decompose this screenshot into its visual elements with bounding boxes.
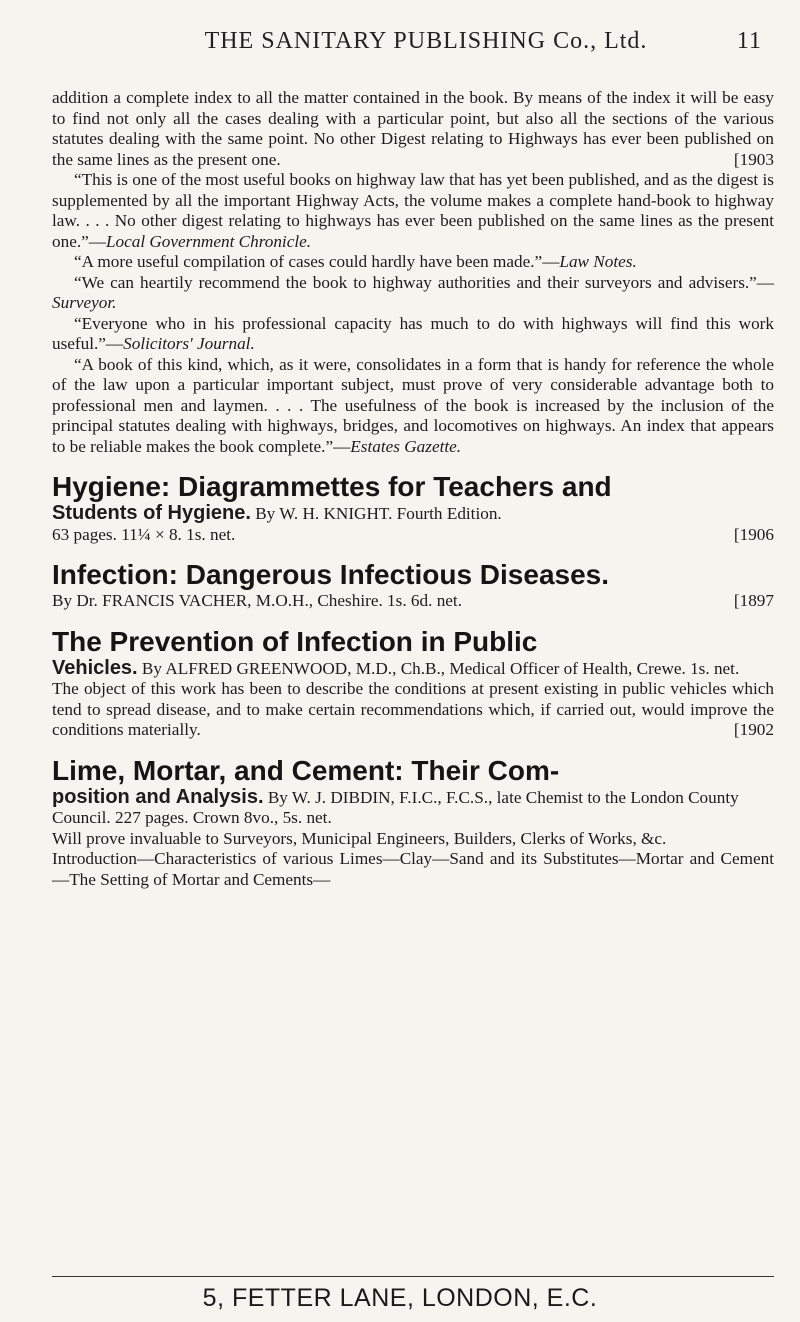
page-number: 11: [736, 28, 762, 54]
review-quote: “A book of this kind, which, as it were, consolidates in a form that is handy for reference the whole of the law upon a particular important subject, must prove of very considerable advantage both to professional men and laymen. . . . The usefulness of the book is increased by the inclusion of the principal statutes dealing with highways, bridges, and locomotives on highways. An index that appears to be reliable makes the book complete.”—Estates Gazette.: [52, 354, 774, 456]
entry-contents: Introduction—Characteristics of various Limes—Clay—Sand and its Substitutes—Mortar and Cement—The Setting of Mortar and Cements—: [52, 849, 774, 889]
entry-description: The object of this work has been to describe the conditions at present existing in public vehicles which tend to spread disease, and to make certain recommendations which, if carried out, would improve the conditions materially. [1902: [52, 679, 774, 739]
entry-title: Lime, Mortar, and Cement: Their Com-: [52, 754, 560, 786]
entry-lime: [52, 755, 774, 891]
entry-author: Students of Hygiene. By W. H. KNIGHT. Fourth Edition.: [52, 502, 502, 524]
publication-date: [1903: [733, 149, 774, 169]
entry-details: By Dr. FRANCIS VACHER, M.O.H., Cheshire. 1s. 6d. net. [1897: [52, 591, 774, 610]
review-quote: “Everyone who in his professional capacity has much to do with highways will find this work useful.”—Solicitors' Journal.: [52, 313, 774, 353]
review-source: Estates Gazette.: [350, 436, 462, 456]
review-source: Solicitors' Journal.: [123, 334, 255, 353]
review-source: Surveyor.: [52, 293, 117, 312]
header-title: THE SANITARY PUBLISHING Co., Ltd.: [204, 28, 648, 54]
entry-hygiene: [52, 471, 774, 545]
review-source: Local Government Chronicle.: [105, 231, 312, 251]
review-quote: “We can heartily recommend the book to highway authorities and their surveyors and advisers.”—Surveyor.: [52, 272, 774, 312]
continuation-paragraph: addition a complete index to all the matter contained in the book. By means of the index it will be easy to find not only all the cases dealing with a particular point, but also all the sections of the various statutes dealing with the same point. No other Digest relating to Highways has ever been published on the same lines as the present one. [1903: [52, 88, 774, 169]
review-quote: “A more useful compilation of cases could hardly have been made.”—Law Notes.: [74, 252, 637, 271]
publication-date: [1906: [733, 524, 774, 544]
running-header: [90, 28, 762, 68]
page-content: [52, 88, 774, 890]
entry-title: Hygiene: Diagrammettes for Teachers and: [52, 471, 612, 502]
entry-title: The Prevention of Infection in Public: [52, 625, 538, 657]
entry-author: Vehicles. By ALFRED GREENWOOD, M.D., Ch.B., Medical Officer of Health, Crewe. 1s. net.: [52, 656, 740, 679]
entry-infection: [52, 559, 774, 612]
entry-title: Infection: Dangerous Infectious Diseases.: [52, 559, 610, 590]
footer-address: 5, FETTER LANE, LONDON, E.C.: [202, 1284, 598, 1312]
entry-author: position and Analysis. By W. J. DIBDIN, F.I.C., F.C.S., late Chemist to the London County Council. 227 pages. Crown 8vo., 5s. net.: [52, 785, 739, 827]
publication-date: [1902: [733, 720, 774, 739]
review-source: Law Notes.: [559, 252, 637, 271]
entry-audience: Will prove invaluable to Surveyors, Municipal Engineers, Builders, Clerks of Works, &c.: [52, 828, 667, 848]
review-quote: “This is one of the most useful books on highway law that has yet been published, and as the digest is supplemented by all the important Highway Acts, the volume makes a complete hand-book to highway law. . . . No other digest relating to highways has ever been published on the same lines as the present one.”—Local Government Chronicle.: [52, 170, 774, 251]
publication-date: [1897: [733, 591, 774, 610]
entry-prevention: [52, 626, 774, 741]
footer-divider: [52, 1276, 774, 1277]
entry-details: 63 pages. 11¼ × 8. 1s. net. [1906: [52, 524, 774, 544]
